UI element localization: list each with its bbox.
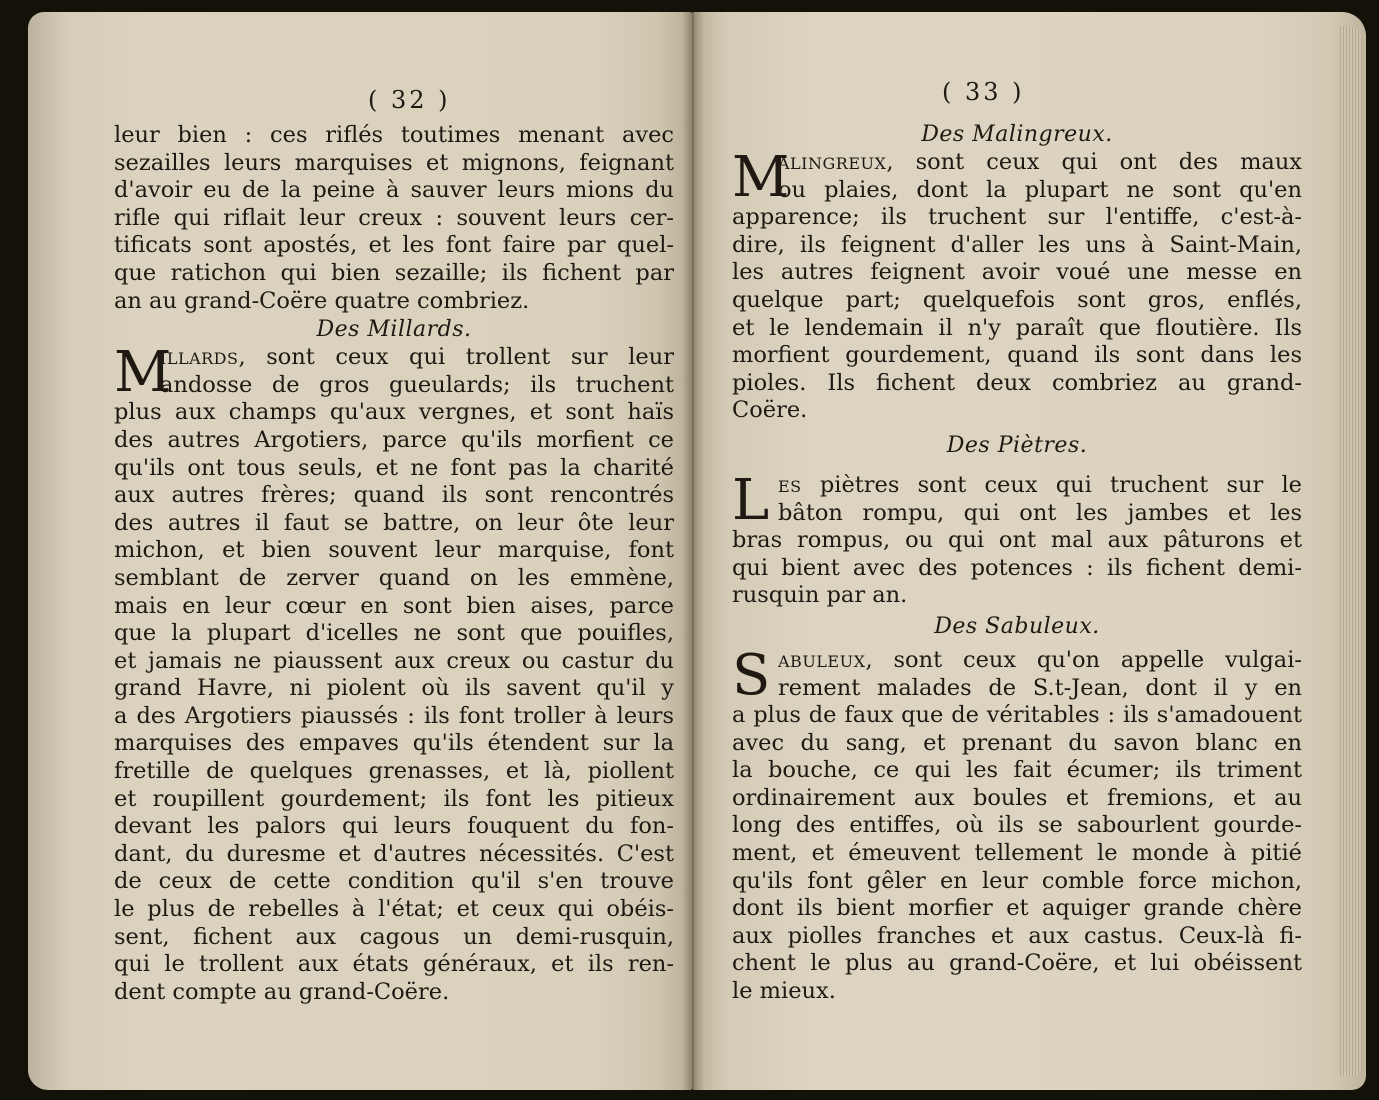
text-line: qui le trollent aux états généraux, et ils ren- <box>114 951 674 978</box>
paragraph-sabuleux <box>732 642 1302 1006</box>
text-line: et le lendemain il n'y paraît que floutière. Ils <box>732 314 1302 341</box>
text-line: apparence; ils truchent sur l'entiffe, c'est-à- <box>732 204 1302 231</box>
lead-word: illards <box>160 344 239 371</box>
text-line: qui bient avec des potences : ils fichent demi- <box>732 554 1302 581</box>
text-line: qu'ils ont tous seuls, et ne font pas la charité <box>114 454 674 481</box>
text-line: sezailles leurs marquises et mignons, feignant <box>114 149 674 176</box>
paragraph-millards <box>114 340 674 1006</box>
text-line: d'avoir eu de la peine à sauver leurs mions du <box>114 177 674 204</box>
text-line <box>732 472 1302 500</box>
text-line: des autres Argotiers, parce qu'ils morfient ce <box>114 426 674 453</box>
text-line: aux autres frères; quand ils sont rencontrés <box>114 482 674 509</box>
text-line: rement malades de S.t-Jean, dont il y en <box>778 674 1302 701</box>
text-line: et jamais ne piaussent aux creux ou castur du <box>114 647 674 674</box>
book-gutter <box>682 12 704 1090</box>
text-line: marquises des empaves qu'ils étendent sur la <box>114 730 674 757</box>
text-line: semblant de zerver quand on les emmène, <box>114 564 674 591</box>
text-line: et roupillent gourdement; ils font les pitieux <box>114 785 674 812</box>
text-line: quelque part; quelquefois sont gros, enflés, <box>732 286 1302 313</box>
text-line: devant les palors qui leurs fouquent du fon- <box>114 813 674 840</box>
text-line: ordinairement aux boules et fremions, et au <box>732 784 1302 811</box>
text-line: le plus de rebelles à l'état; et ceux qui obéis- <box>114 896 674 923</box>
text-line: andosse de gros gueulards; ils truchent <box>160 371 674 398</box>
text-line: ou plaies, dont la plupart ne sont qu'en <box>778 176 1302 203</box>
text-line: chent le plus au grand-Coëre, et lui obéissent <box>732 950 1302 977</box>
text-line: plus aux champs qu'aux vergnes, et sont haïs <box>114 399 674 426</box>
drop-cap: M <box>732 145 790 210</box>
lead-word: alingreux <box>778 149 887 175</box>
text-line: des autres il faut se battre, on leur ôte leur <box>114 509 674 536</box>
text-line: grand Havre, ni piolent où ils savent qu'il y <box>114 675 674 702</box>
text-line: la bouche, ce qui les fait écumer; ils triment <box>732 757 1302 784</box>
text-line: qu'ils font gêler en leur comble force michon, <box>732 867 1302 894</box>
text-line: dont ils bient morfier et aquiger grande chère <box>732 895 1302 922</box>
section-heading-malingreux: Des Malingreux. <box>921 122 1113 147</box>
text-line <box>732 647 1302 675</box>
section-heading-sabuleux: Des Sabuleux. <box>934 613 1100 639</box>
paragraph-malingreux <box>732 145 1302 425</box>
text-line: dant, du duresme et d'autres nécessités. C'est <box>114 840 674 867</box>
drop-cap: S <box>732 642 771 708</box>
text-line: aux piolles franches et aux castus. Ceux-là fi- <box>732 922 1302 949</box>
text-line: avec du sang, et prenant du savon blanc en <box>732 729 1302 756</box>
section-heading-millards: Des Millards. <box>316 317 472 343</box>
text-line: an au grand-Coëre quatre combriez. <box>114 287 530 314</box>
open-book <box>28 12 1366 1090</box>
drop-cap: L <box>732 467 770 533</box>
page-edges-right <box>1340 26 1362 1076</box>
text-line: mais en leur cœur en sont bien aises, parce <box>114 592 674 619</box>
text-line: ment, et émeuvent tellement le monde à pitié <box>732 840 1302 867</box>
text-line <box>732 149 1302 177</box>
text-run: , sont ceux qui ont des maux <box>886 149 1302 175</box>
text-line: michon, et bien souvent leur marquise, font <box>114 537 674 564</box>
text-line: tificats sont apostés, et les font faire par quel- <box>114 232 674 259</box>
text-line: dire, ils feignent d'aller les uns à Saint-Main, <box>732 231 1302 258</box>
text-line: le mieux. <box>732 978 836 1005</box>
text-line: leur bien : ces riflés toutimes menant avec <box>114 122 674 148</box>
right-page-text <box>732 120 1302 1006</box>
left-page-text <box>114 122 674 1006</box>
text-line: bras rompus, ou qui ont mal aux pâturons et <box>732 527 1302 554</box>
text-line: dent compte au grand-Coëre. <box>114 978 450 1005</box>
text-line: rifle qui riflait leur creux : souvent leurs cer- <box>114 204 674 231</box>
text-line: Coëre. <box>732 397 808 424</box>
lead-word: abuleux <box>778 646 866 673</box>
section-heading-pietres: Des Piètres. <box>946 432 1088 458</box>
text-line: de ceux de cette condition qu'il s'en trouve <box>114 868 674 895</box>
text-run: , sont ceux qui trollent sur leur <box>238 344 674 371</box>
page-number-left: ( 32 ) <box>368 86 451 114</box>
text-line: a des Argotiers piaussés : ils font troller à leurs <box>114 702 674 729</box>
text-line: bâton rompu, qui ont les jambes et les <box>778 499 1302 526</box>
page-number-right: ( 33 ) <box>942 78 1025 106</box>
drop-cap: M <box>114 340 172 406</box>
text-line: pioles. Ils fichent deux combriez au grand- <box>732 369 1302 396</box>
lead-word: es <box>778 471 802 498</box>
text-line: fretille de quelques grenasses, et là, piollent <box>114 758 674 785</box>
text-line: rusquin par an. <box>732 582 908 609</box>
left-page <box>28 12 692 1090</box>
text-line <box>114 344 674 372</box>
text-line: sent, fichent aux cagous un demi-rusquin, <box>114 923 674 950</box>
right-page <box>692 12 1366 1090</box>
text-line: morfient gourdement, quand ils sont dans les <box>732 342 1302 369</box>
text-line: a plus de faux que de véritables : ils s'amadouent <box>732 702 1302 729</box>
text-run: piètres sont ceux qui truchent sur le <box>801 471 1302 498</box>
text-run: , sont ceux qu'on appelle vulgai- <box>865 646 1302 673</box>
text-line: long des entiffes, où ils se sabourlent gourde- <box>732 812 1302 839</box>
paragraph-pietres <box>732 467 1302 610</box>
text-line: les autres feignent avoir voué une messe en <box>732 259 1302 286</box>
text-line: que la plupart d'icelles ne sont que pouifles, <box>114 620 674 647</box>
text-line: que ratichon qui bien sezaille; ils fichent par <box>114 259 674 286</box>
